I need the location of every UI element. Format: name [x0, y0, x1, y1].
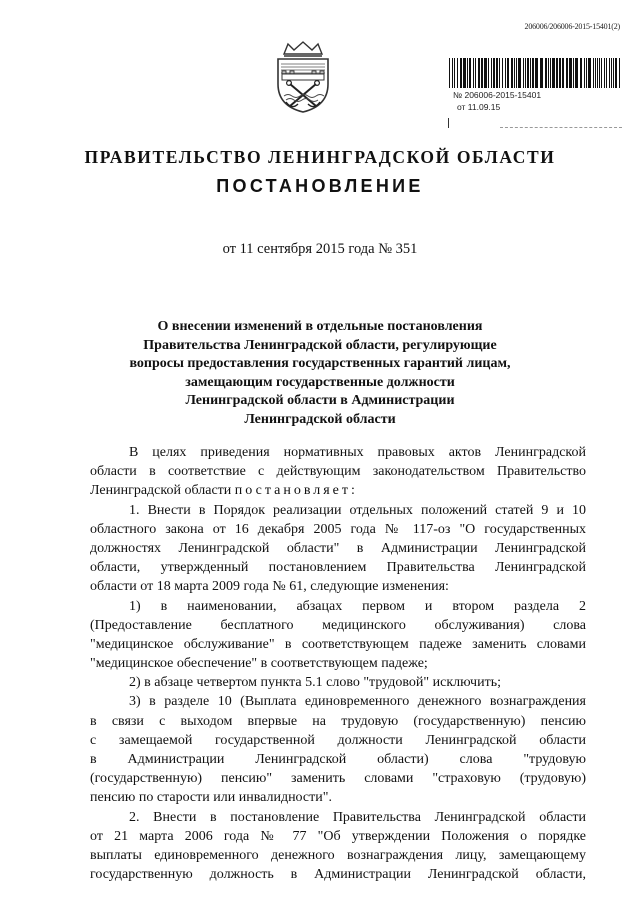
barcode-bar — [601, 58, 602, 88]
barcode-bar — [514, 58, 515, 88]
barcode-bar — [584, 58, 585, 88]
body-line — [90, 481, 586, 500]
barcode-bar — [609, 58, 610, 88]
barcode-bar — [550, 58, 551, 88]
subject-line: Правительства Ленинградской области, регулирующие — [143, 337, 497, 353]
barcode-bar — [619, 58, 620, 88]
barcode-bar — [475, 58, 476, 88]
body-line: области, утвержденный постановлением Правительства Ленинградской — [90, 560, 586, 576]
body-text-span: Ленинградской области — [90, 483, 235, 499]
barcode-bar — [499, 58, 500, 88]
barcode-bar — [457, 58, 458, 88]
subject-line: Ленинградской области в Администрации — [185, 393, 455, 408]
government-title: ПРАВИТЕЛЬСТВО ЛЕНИНГРАДСКОЙ ОБЛАСТИ — [84, 147, 556, 167]
body-line: 1) в наименовании, абзацах первом и втором раздела 2 — [129, 598, 586, 614]
barcode-bar — [586, 58, 587, 88]
registration-tick-mark — [448, 118, 449, 128]
barcode-bar — [523, 58, 524, 88]
barcode-bar — [484, 58, 487, 88]
coat-of-arms-emblem — [272, 40, 334, 114]
body-line: в Администрации Ленинградской области) слова "трудовую — [90, 752, 586, 767]
document-date-number: от 11 сентября 2015 года № 351 — [222, 241, 418, 257]
document-type-heading: ПОСТАНОВЛЕНИЕ — [216, 176, 424, 196]
barcode-bar — [559, 58, 561, 88]
barcode-bar — [496, 58, 498, 88]
body-line: "медицинское обслуживание" в соответствующем падеже заменить словами — [90, 636, 586, 652]
body-line: 1. Внести в Порядок реализации отдельных положений статей 9 и 10 — [129, 502, 586, 518]
barcode-bar — [615, 58, 617, 88]
body-line: в связи с выходом впервые на трудовую (государственную) пенсию — [90, 713, 586, 729]
barcode-bar — [580, 58, 582, 88]
body-line: государственную должность в Администрации Ленинградской области, — [90, 867, 586, 883]
barcode-bar — [488, 58, 489, 88]
barcode-bar — [604, 58, 605, 88]
body-line: 2) в абзаце четвертом пункта 5.1 слово "трудовой" исключить; — [129, 675, 501, 691]
barcode-bar — [552, 58, 555, 88]
barcode-bar — [532, 58, 534, 88]
barcode-bar — [452, 58, 453, 88]
barcode-bar — [556, 58, 558, 88]
barcode-bar — [467, 58, 468, 88]
barcode-bar — [597, 58, 598, 88]
barcode-bar — [593, 58, 594, 88]
body-line: 3) в разделе 10 (Выплата единовременного денежного вознаграждения — [129, 694, 586, 710]
subject-line: О внесении изменений в отдельные постановления — [157, 319, 483, 334]
body-line: "медицинское обеспечение" в соответствующем падеже; — [90, 656, 428, 672]
body-line: области от 18 марта 2009 года № 61, следующие изменения: — [90, 579, 449, 595]
barcode-bar — [463, 58, 466, 88]
barcode-bar — [575, 58, 578, 88]
barcode-bar — [535, 58, 538, 88]
barcode-bar — [611, 58, 612, 88]
barcode-bar — [469, 58, 471, 88]
document-id: 206006/206006-2015-15401(2) — [524, 22, 620, 31]
document-subject — [100, 318, 540, 429]
body-line: областного закона от 16 декабря 2005 года № 117-оз "О государственных — [90, 521, 586, 537]
barcode-bar — [478, 58, 480, 88]
barcode-bar — [507, 58, 509, 88]
registration-date: от 11.09.15 — [457, 102, 501, 112]
barcode-bar — [527, 58, 529, 88]
body-line: должностях Ленинградской области" в Администрации Ленинградской — [90, 540, 586, 556]
body-line: 2. Внести в постановление Правительства Ленинградской области — [129, 809, 586, 825]
barcode-bar — [530, 58, 531, 88]
body-line: с замещаемой государственной должности Ленинградской области — [90, 732, 586, 748]
barcode-bar — [516, 58, 517, 88]
barcode-bar — [502, 58, 503, 88]
barcode-bar — [573, 58, 574, 88]
barcode-bar — [566, 58, 568, 88]
barcode-bar — [599, 58, 600, 88]
subject-line: замещающим государственные должности — [185, 374, 455, 390]
body-line: пенсию по старости или инвалидности". — [90, 790, 332, 806]
document-body — [90, 443, 586, 884]
registration-dashed-rule — [500, 127, 622, 128]
barcode-bar — [454, 58, 455, 88]
barcode-bar — [525, 58, 526, 88]
barcode-bar — [460, 58, 462, 88]
barcode-bar — [518, 58, 521, 88]
barcode-bar — [613, 58, 614, 88]
resolution-word: постановляет: — [234, 483, 358, 499]
barcode-bar — [606, 58, 607, 88]
barcode-bar — [569, 58, 572, 88]
body-line: выплаты единовременного денежного вознаграждения лицу, замещающему — [90, 847, 586, 863]
barcode-bar — [481, 58, 483, 88]
body-line: В целях приведения нормативных правовых актов Ленинградской — [129, 445, 586, 460]
subject-line: вопросы предоставления государственных гарантий лицам, — [129, 356, 511, 371]
registration-number: № 206006-2015-15401 — [453, 90, 542, 100]
body-line: области в соответствие с действующим законодательством Правительство — [90, 464, 586, 480]
body-line: (государственную) пенсию" заменить словами "страховую (трудовую) — [90, 771, 586, 787]
subject-line: Ленинградской области — [244, 411, 396, 427]
barcode-bar — [511, 58, 513, 88]
barcode-bar — [491, 58, 492, 88]
body-line: (Предоставление бесплатного медицинского обслуживания) слова — [90, 617, 586, 633]
body-line: от 21 марта 2006 года № 77 "Об утверждении Положения о порядке — [90, 828, 586, 844]
barcode-bar — [493, 58, 495, 88]
barcode-bar — [505, 58, 506, 88]
barcode-bar — [545, 58, 547, 88]
barcode-bar — [449, 58, 450, 88]
barcode-bar — [562, 58, 564, 88]
barcode-bar — [595, 58, 596, 88]
barcode-bar — [473, 58, 474, 88]
barcode-bar — [540, 58, 543, 88]
barcode-bar — [588, 58, 591, 88]
barcode-bar — [548, 58, 549, 88]
barcode-image — [449, 58, 621, 88]
